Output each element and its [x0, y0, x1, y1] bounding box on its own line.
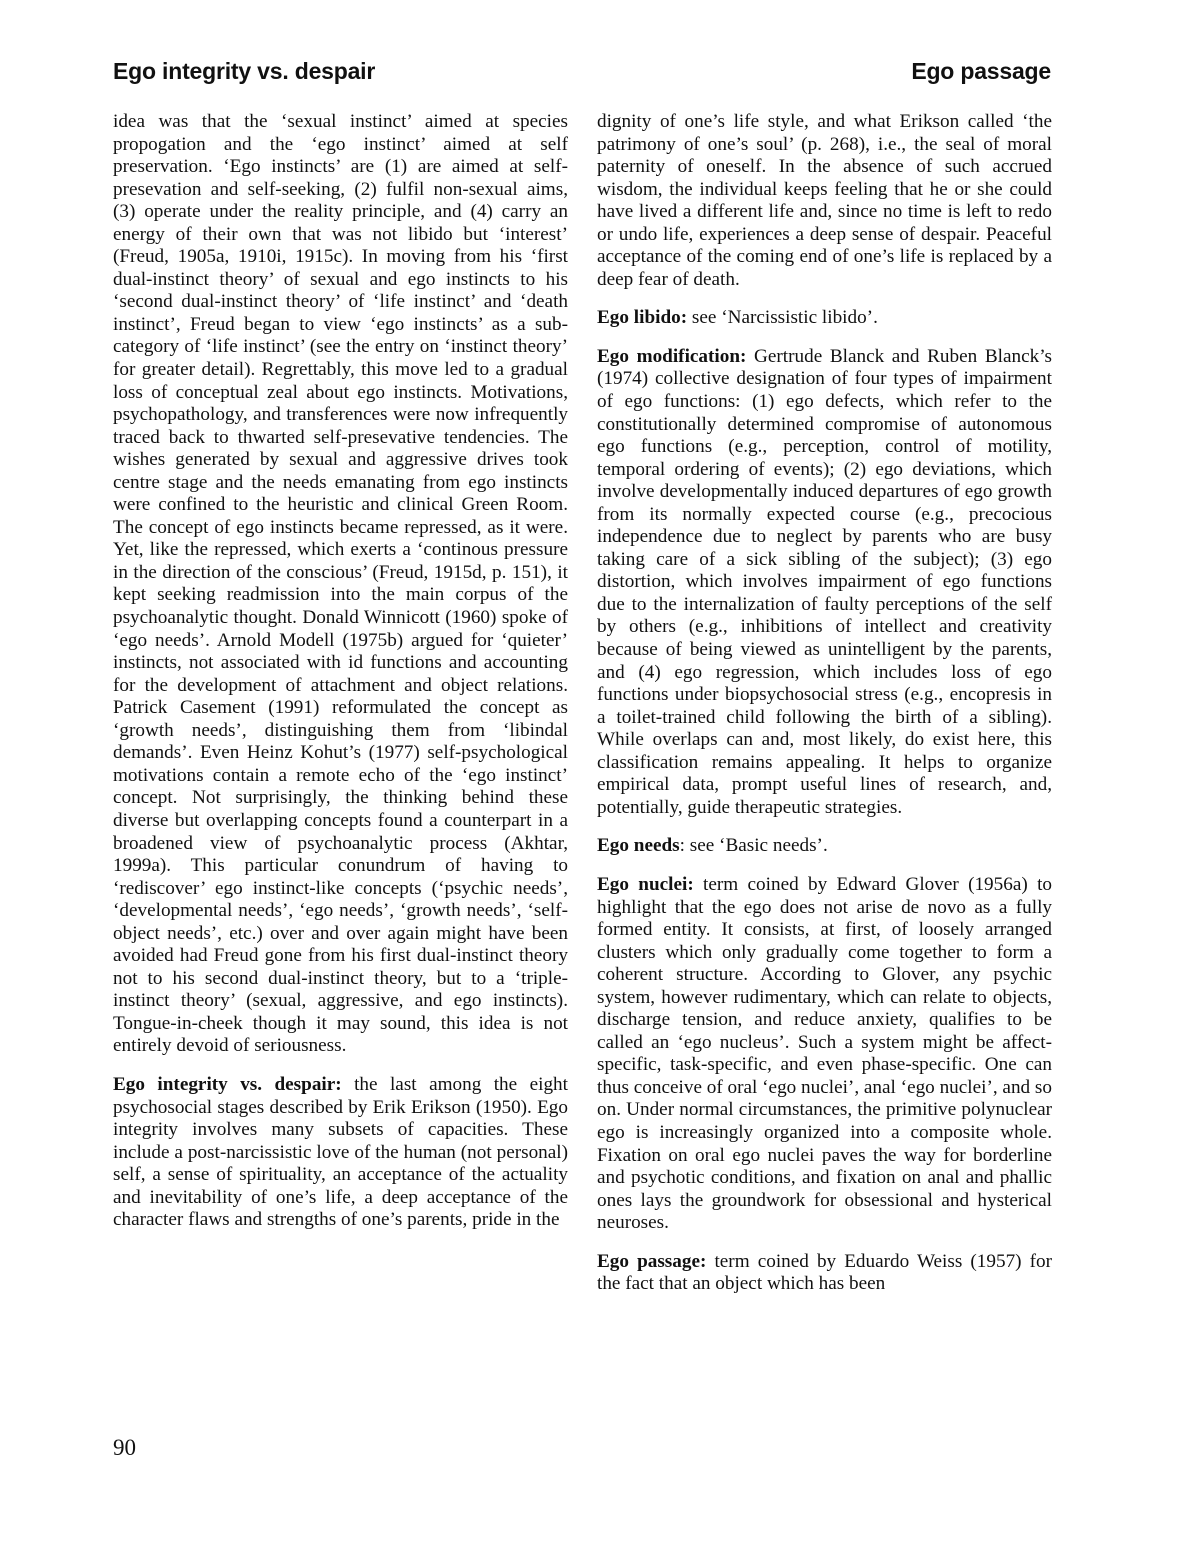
- running-head: [113, 58, 1051, 92]
- entry-ego-instincts-continued: idea was that the ‘sexual instinct’ aimed at species propogation and the ‘ego instinct’ aimed at self preservation. ‘Ego instincts’ are (1) are aimed at self-presevation and self-seeking, (2) fulfil non-sexual aims, (3) operate under the reality principle, and (4) carry an energy of their own that was not libido but ‘interest’ (Freud, 1905a, 1910i, 1915c). In moving from his ‘first dual-instinct theory’ of sexual and ego instincts to his ‘second dual-instinct theory’ of ‘life instinct’ and ‘death instinct’, Freud began to view ‘ego instincts’ as a sub-category of ‘life instinct’ (see the entry on ‘instinct theory’ for greater detail). Regrettably, this move led to a gradual loss of conceptual zeal about ego instincts. Motivations, psychopathology, and transferences were now infrequently traced back to thwarted self-presevative tendencies. The wishes generated by sexual and aggressive drives took centre stage and the needs emanating from ego instincts were confined to the heuristic and clinical Green Room. The concept of ego instincts became repressed, as it were. Yet, like the repressed, which exerts a ‘continous pressure in the direction of the conscious’ (Freud, 1915d, p. 151), it kept seeking readmission into the main corpus of the psychoanalytic thought. Donald Winnicott (1960) spoke of ‘ego needs’. Arnold Modell (1975b) argued for ‘quieter’ instincts, not associated with id functions and accounting for the development of attachment and object relations. Patrick Casement (1991) reformulated the concept as ‘growth needs’, distinguishing them from ‘libindal demands’. Even Heinz Kohut’s (1977) self-psychological motivations contain a remote echo of the ‘ego instinct’ concept. Not surprisingly, the thinking behind these diverse but overlapping concepts found a counterpart in a broadened view of psychoanalytic process (Akhtar, 1999a). This particular conundrum of having to ‘rediscover’ ego instinct-like concepts (‘psychic needs’, ‘developmental needs’, ‘ego needs’, ‘growth needs’, ‘self-object needs’, etc.) over and over again might have been avoided had Freud gone from his first dual-instinct theory not to his second dual-instinct theory, but to a ‘triple-instinct theory’ (sexual, aggressive, and ego instincts). Tongue-in-cheek though it may sound, this idea is not entirely devoid of seriousness.: [113, 111, 568, 1057]
- entry-term: Ego integrity vs. despair:: [113, 1073, 342, 1095]
- entry-ego-needs: [597, 835, 1052, 858]
- entry-term: Ego needs: [597, 835, 680, 857]
- entry-term: Ego passage:: [597, 1250, 707, 1272]
- entry-text: see ‘Narcissistic libido’.: [687, 307, 878, 329]
- entry-ego-integrity-continued: dignity of one’s life style, and what Erikson called ‘the patrimony of one’s soul’ (p. 268), i.e., the seal of moral paternity of oneself. In the absence of such accrued wisdom, the individual keeps feeling that he or she could have lived a different life and, since no time is left to redo or undo life, experiences a deep sense of despair. Peaceful acceptance of the coming end of one’s life is replaced by a deep fear of death.: [597, 111, 1052, 290]
- entry-text: term coined by Eduardo Weiss (1957) for the fact that an object which has been: [597, 1250, 1053, 1295]
- entry-text: Gertrude Blanck and Ruben Blanck’s (1974) collective designation of four types of impairment of ego functions: (1) ego defects, which refer to the constitutionally determined compromise of autonomous ego functions (e.g., perception, control of motility, temporal ordering of events); (2) ego deviations, which involve developmentally induced departures of ego growth from its normally expected course (e.g., precocious independence due to neglect by parents who are busy taking care of a sick sibling of the subject); (3) ego distortion, which involves impairment of ego functions due to the internalization of faulty perceptions of the self by others (e.g., inhibitions of intellect and creativity because of being viewed as unintelligent by the parents, and (4) ego regression, which includes loss of ego functions under biopsychosocial stress (e.g., encopresis in a toilet-trained child following the birth of a sibling). While overlaps can and, most likely, do exist here, this classification remains appealing. It helps to organize empirical data, prompt useful lines of research, and, potentially, guide therapeutic strategies.: [597, 345, 1052, 818]
- left-column: [113, 111, 568, 1248]
- page-number: 90: [113, 1435, 136, 1460]
- entry-text: term coined by Edward Glover (1956a) to highlight that the ego does not arise de novo as a fully formed entity. It consists, at first, of loosely arranged clusters which only gradually come together to form a coherent structure. According to Glover, any psychic system, however rudimentary, which can relate to objects, discharge tension, and reduce anxiety, qualifies to be called an ‘ego nucleus’. Such a system might be affect-specific, task-specific, and even phase-specific. One can thus conceive of oral ‘ego nuclei’, anal ‘ego nuclei’, and so on. Under normal circumstances, the primitive polynuclear ego is increasingly organized into a composite whole. Fixation on oral ego nuclei paves the way for borderline and psychotic conditions, and fixation on anal and phallic ones lays the groundwork for obsessional and hysterical neuroses.: [597, 873, 1052, 1234]
- entry-text: : see ‘Basic needs’.: [679, 835, 828, 857]
- entry-term: Ego libido:: [597, 307, 688, 329]
- entry-ego-passage: [597, 1251, 1052, 1296]
- running-head-left: Ego integrity vs. despair: [113, 58, 376, 84]
- entry-ego-nuclei: [597, 874, 1052, 1235]
- entry-term: Ego nuclei:: [597, 873, 694, 895]
- right-column: [597, 111, 1052, 1312]
- running-head-right: Ego passage: [911, 58, 1051, 84]
- entry-ego-integrity: [113, 1074, 568, 1232]
- entry-ego-libido: [597, 307, 1052, 330]
- entry-text: the last among the eight psychosocial stages described by Erik Erikson (1950). Ego integrity involves many subsets of capacities. These include a post-narcissistic love of the human (not personal) self, a sense of spirituality, an acceptance of the actuality and inevitability of one’s life, a deep acceptance of the character flaws and strengths of one’s parents, pride in the: [113, 1073, 568, 1231]
- entry-term: Ego modification:: [597, 345, 747, 367]
- entry-ego-modification: [597, 346, 1052, 819]
